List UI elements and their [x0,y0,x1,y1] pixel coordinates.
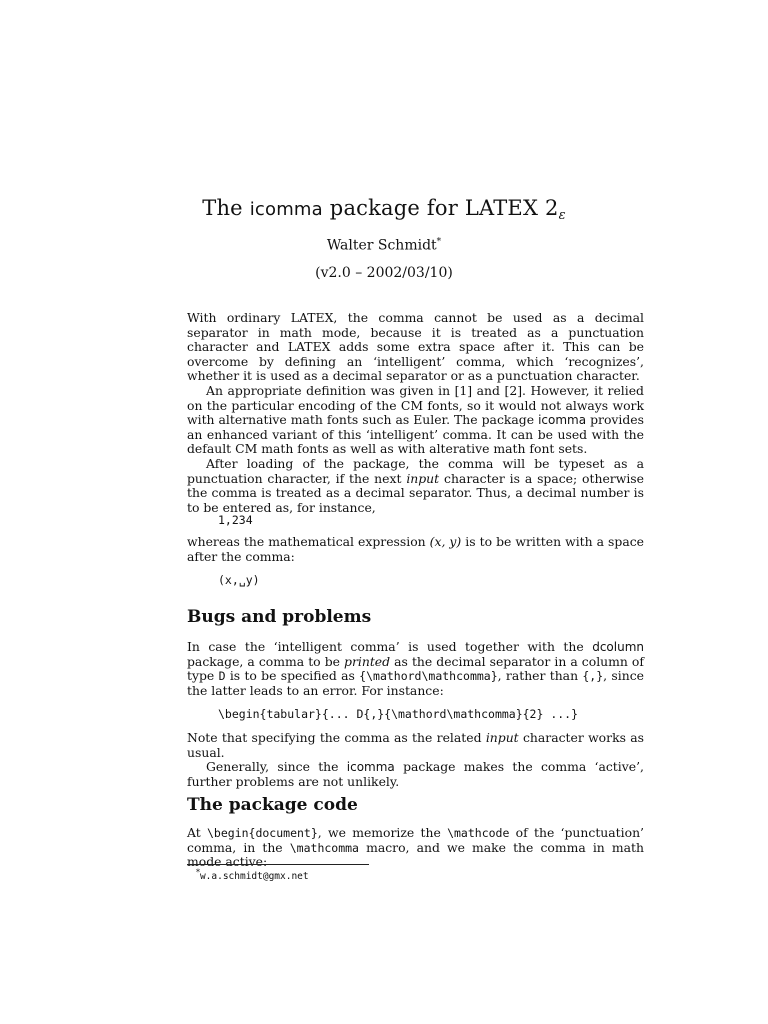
section-heading-bugs: Bugs and problems [187,607,372,627]
bugs-paragraph-1 [187,640,644,698]
intro-paragraph-2 [187,384,644,457]
bugs-p1-d: is to be specified as [229,668,355,684]
intro-text-2 [187,535,644,564]
footnote-rule [187,864,369,865]
footnote-mark: * [196,868,200,877]
intro-p2-b: provides an enhanced variant of this ‘intelligent’ comma. It can be used with the default CM math fonts as well as with alterative math font sets. [187,412,644,457]
bugs-p1-f: , since the latter leads to an error. For instance: [187,668,644,698]
intro-p1-a: With ordinary [187,310,281,325]
emphasis-input-2: input [485,730,519,745]
footnote [196,868,309,882]
bugs-text [187,640,644,698]
pc-p1-c: of the ‘punctuation’ comma, in the [187,825,644,855]
column-type-d: D [218,669,226,684]
pc-p1-b: , we memorize the [317,825,441,840]
bugs-text-2 [187,731,644,789]
bugs-paragraph-2 [187,731,644,760]
math-expression: (x, y) [429,534,462,549]
emphasis-input: input [406,470,440,486]
intro-p2-a: An appropriate definition was given in [1] and [2]. However, it relied on the particular encoding of the CM fonts, so it would not always work with alternative math fonts such as Euler. The package [187,382,644,428]
code-example-decimal: 1,234 [218,513,253,527]
author-name: Walter Schmidt [326,237,437,254]
code-example-pair: (x,␣y) [218,573,260,587]
package-name-inline-2: icomma [346,760,395,775]
intro-text [187,311,644,515]
intro-p4-b: is to be written with a space after the comma: [187,534,644,564]
bugs-p3-b: package makes the comma ‘active’, further problems are not unlikely. [187,759,644,789]
code-brace-comma: {,} [582,669,604,684]
intro-p4-a: whereas the mathematical expression [187,534,426,549]
package-name-inline: icomma [538,413,587,428]
title-package-name: icomma [249,199,323,220]
bugs-p1-e: , rather than [497,668,579,684]
code-mathcomma: \mathcomma [289,840,359,855]
latex-logo: LATEX [464,196,539,220]
intro-paragraph-1 [187,311,644,384]
bugs-p1-a: In case the ‘intelligent comma’ is used together with the [187,639,584,654]
latex-epsilon: ε [558,208,566,223]
latex-version: 2 [545,196,559,220]
pc-p1-a: At [187,825,201,840]
code-begin-document: \begin{document} [207,826,318,840]
bugs-p2-a: Note that specifying the comma as the related [187,730,482,745]
title-suffix: package for [329,196,458,220]
footnote-email: w.a.schmidt@gmx.net [199,871,309,883]
code-mathcode: \mathcode [447,826,510,840]
bugs-paragraph-3 [187,760,644,789]
intro-paragraph-4 [187,535,644,564]
intro-paragraph-3 [187,457,644,515]
emphasis-printed: printed [344,653,391,669]
intro-p1-c: adds some extra space after it. This can be overcome by defining an ‘intelligent’ comma, which ‘recognizes’, whether it is used as a decimal separator or as a punctuation character. [187,339,644,384]
bugs-p3-a: Generally, since the [206,759,339,775]
intro-p1-b: , the comma cannot be used as a decimal separator in math mode, because it is treated as a punctuation character and [187,310,644,355]
document-title [0,196,768,223]
package-dcolumn: dcolumn [592,640,644,654]
intro-p3-a: After loading of the package, the comma will be typeset as a punctuation character, if the next [187,455,644,486]
latex-logo-inline: LATEX [287,339,331,355]
bugs-p1-c: as the decimal separator in a column of type [187,653,644,684]
author-line [0,237,768,254]
section-heading-package-code: The package code [187,795,358,815]
code-mathord: {\mathord\mathcomma} [359,669,498,684]
version-line: (v2.0 – 2002/03/10) [315,265,453,281]
pc-p1-d: macro, and we make the comma in math mode active: [187,839,644,870]
intro-p3-b: character is a space; otherwise the comma is treated as a decimal separator. Thus, a decimal number is to be entered as, for instance, [187,470,644,515]
title-prefix: The [202,196,243,220]
latex-logo-inline: LATEX [290,310,334,325]
code-example-tabular: \begin{tabular}{... D{,}{\mathord\mathcomma}{2} ...} [218,707,579,721]
author-footnote-mark: * [436,237,442,247]
bugs-p1-b: package, a comma to be [187,653,340,669]
bugs-p2-b: character works as usual. [187,730,644,760]
